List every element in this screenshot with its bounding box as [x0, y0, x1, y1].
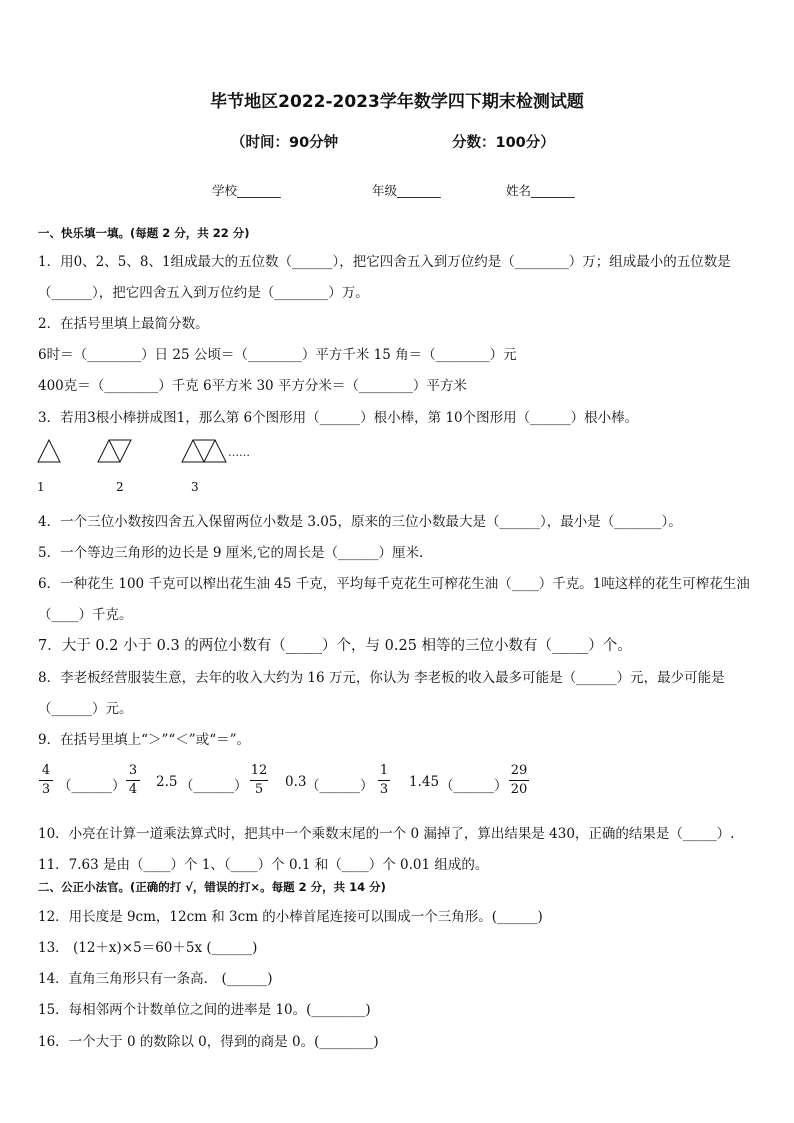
- question-2-line1: 6时＝（________）日 25 公顷＝（________）平方千米 15 角＝（________）元: [38, 347, 517, 363]
- question-15: 15．每相邻两个计数单位之间的进率是 10。(________): [38, 1002, 371, 1018]
- figure-continuation-dots: ……: [228, 446, 250, 459]
- question-2-stem: 2．在括号里填上最简分数。: [38, 316, 209, 332]
- number-1-45: 1.45: [409, 774, 440, 790]
- fraction-3-4: 3 4: [126, 763, 140, 798]
- number-2-5: 2.5: [156, 774, 178, 790]
- grade-field: 年级_______: [372, 183, 441, 198]
- figure-label-3: 3: [191, 480, 199, 494]
- question-10: 10．小亮在计算一道乘法算式时，把其中一个乘数末尾的一个 0 漏掉了，算出结果是 430，正确的结果是（_____）.: [38, 826, 735, 842]
- figure-1-triangle: [38, 440, 60, 462]
- fraction-12-5: 12 5: [250, 763, 268, 797]
- triangle-pattern-figure: [36, 436, 236, 466]
- exam-score: 分数：100分）: [452, 135, 555, 151]
- question-6-line1: 6．一种花生 100 千克可以榨出花生油 45 千克，平均每千克花生可榨花生油（____）千克。1吨这样的花生可榨花生油: [38, 576, 750, 592]
- school-field: 学校_______: [212, 183, 281, 198]
- question-12: 12．用长度是 9cm，12cm 和 3cm 的小棒首尾连接可以围成一个三角形。(______): [38, 909, 543, 925]
- figure-label-1: 1: [37, 480, 45, 494]
- page-title: 毕节地区2022-2023学年数学四下期末检测试题: [210, 92, 584, 112]
- fraction-29-20: 29 20: [510, 763, 528, 797]
- question-9-stem: 9．在括号里填上“＞”“＜”或“＝”。: [38, 732, 250, 748]
- question-1-line2: （______），把它四舍五入到万位约是（________）万。: [38, 285, 369, 301]
- compare-blank-1: （______）: [58, 778, 126, 794]
- fraction-1-3: 1 3: [379, 763, 389, 797]
- figure-label-2: 2: [116, 480, 124, 494]
- number-0-3: 0.3: [285, 774, 307, 790]
- exam-time: （时间：90分钟: [231, 135, 339, 151]
- question-13: 13． (12＋x)×5＝60＋5x (______): [38, 940, 258, 956]
- question-2-line2: 400克＝（________）千克 6平方米 30 平方分米＝（________）平方米: [38, 378, 467, 394]
- question-11: 11．7.63 是由（____）个 1、（____）个 0.1 和（____）个 0.01 组成的。: [38, 857, 489, 873]
- question-7: 7．大于 0.2 小于 0.3 的两位小数有（_____）个，与 0.25 相等的三位小数有（_____）个。: [38, 638, 632, 654]
- question-8-line2: （______）元。: [38, 701, 133, 717]
- compare-blank-4: （______）: [440, 778, 508, 794]
- question-16: 16．一个大于 0 的数除以 0，得到的商是 0。(________): [38, 1034, 379, 1050]
- question-5: 5．一个等边三角形的边长是 9 厘米,它的周长是（______）厘米.: [38, 545, 424, 561]
- question-3-stem: 3．若用3根小棒拼成图1，那么第 6个图形用（______）根小棒，第 10个图形用（______）根小棒。: [38, 410, 639, 426]
- question-1-line1: 1．用0、2、5、8、1组成最大的五位数（______），把它四舍五入到万位约是（________）万；组成最小的五位数是: [38, 254, 731, 270]
- compare-blank-3: （______）: [306, 778, 374, 794]
- question-6-line2: （____）千克。: [38, 607, 133, 623]
- question-8-line1: 8．李老板经营服装生意，去年的收入大约为 16 万元，你认为 李老板的收入最多可能是（______）元，最少可能是: [38, 670, 725, 686]
- figure-3-triangles: [182, 440, 226, 462]
- section2-heading: 二、公正小法官。(正确的打 √，错误的打×。每题 2 分，共 14 分): [38, 880, 386, 894]
- question-4: 4．一个三位小数按四舍五入保留两位小数是 3.05，原来的三位小数最大是（______），最小是（_______）。: [38, 514, 682, 530]
- name-field: 姓名_______: [506, 183, 575, 198]
- question-14: 14．直角三角形只有一条高． (______): [38, 971, 273, 987]
- fraction-4-3: 4 3: [39, 763, 53, 798]
- section1-heading: 一、快乐填一填。(每题 2 分，共 22 分): [38, 226, 250, 240]
- compare-blank-2: （______）: [180, 778, 248, 794]
